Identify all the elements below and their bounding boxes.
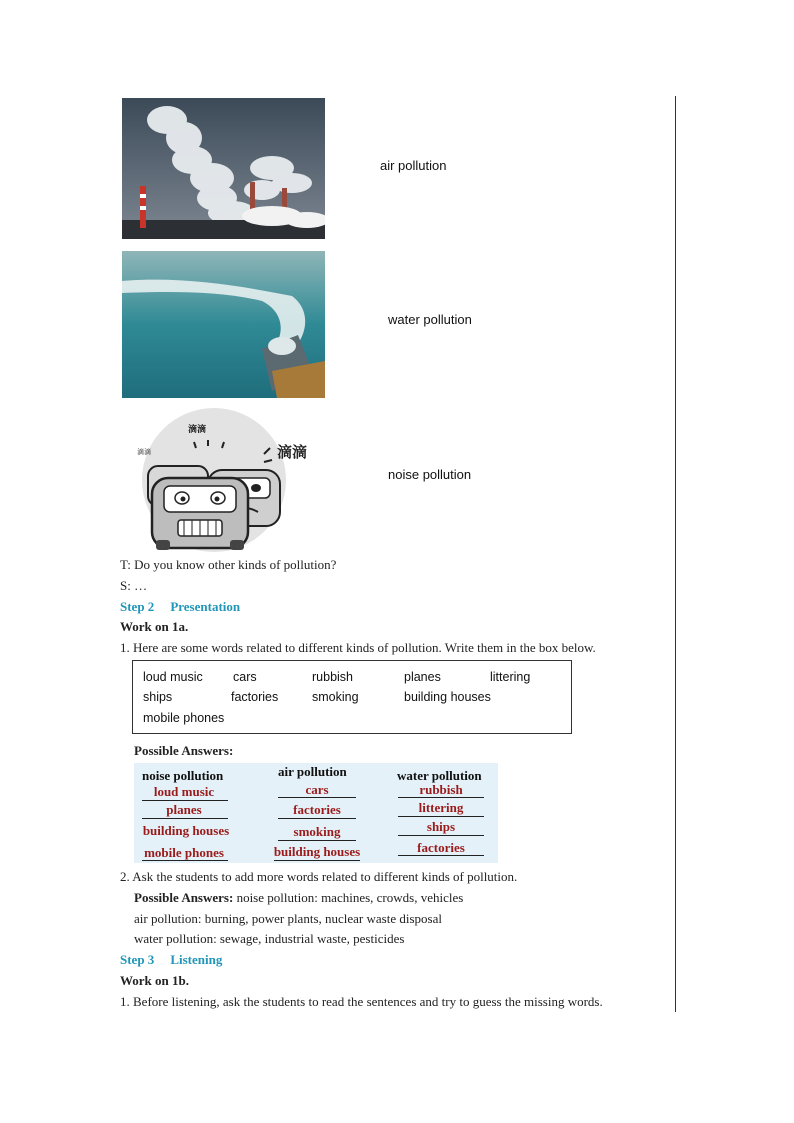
- more-words-noise-text: noise pollution: machines, crowds, vehicles: [233, 890, 464, 905]
- answer-underline: [398, 797, 484, 798]
- step3-heading: [120, 952, 222, 968]
- sound-text-large: 滴滴: [277, 443, 308, 461]
- more-words-instruction: 2. Ask the students to add more words related to different kinds of pollution.: [120, 869, 518, 884]
- answer-underline: [142, 818, 228, 819]
- water-answer: ships: [426, 819, 456, 834]
- air-answer: cars: [305, 782, 329, 797]
- step2-work-on: Work on 1a.: [120, 619, 189, 634]
- step2-instruction: 1. Here are some words related to different kinds of pollution. Write them in the box below.: [120, 640, 596, 655]
- more-words-water: water pollution: sewage, industrial waste, pesticides: [134, 931, 405, 946]
- answer-underline: [278, 818, 356, 819]
- water-column-heading: water pollution: [397, 768, 482, 783]
- answer-underline: [398, 816, 484, 817]
- sound-text-small-left: 滴滴: [137, 448, 151, 456]
- word-item: mobile phones: [143, 711, 225, 725]
- step3-instruction: 1. Before listening, ask the students to read the sentences and try to guess the missing words.: [120, 994, 603, 1009]
- step3-number: Step 3: [120, 952, 155, 967]
- water-answer: littering: [418, 800, 464, 815]
- word-item: factories: [231, 690, 279, 704]
- noise-answer: loud music: [153, 784, 215, 799]
- air-column-heading: air pollution: [278, 764, 347, 779]
- step2-number: Step 2: [120, 599, 155, 614]
- noise-pollution-caption: noise pollution: [388, 467, 472, 482]
- answer-table: [134, 763, 498, 863]
- student-answer: S: …: [120, 578, 148, 593]
- word-item: building houses: [404, 690, 491, 704]
- word-box: [132, 660, 572, 734]
- air-answer: smoking: [293, 824, 341, 839]
- word-item: littering: [490, 670, 531, 684]
- answer-underline: [278, 797, 356, 798]
- water-answer: rubbish: [419, 782, 463, 797]
- noise-column-heading: noise pollution: [142, 768, 224, 783]
- water-pollution-caption: water pollution: [388, 312, 472, 327]
- answer-underline: [398, 855, 484, 856]
- word-item: cars: [233, 670, 257, 684]
- answer-underline: [278, 840, 356, 841]
- word-item: rubbish: [312, 670, 353, 684]
- page-margin-line: [675, 96, 676, 1012]
- noise-pollution-image: [122, 408, 325, 553]
- possible-answers-label: Possible Answers:: [134, 743, 234, 758]
- step2-heading: [120, 599, 240, 615]
- air-answer: factories: [293, 802, 341, 817]
- noise-answer: planes: [166, 802, 202, 817]
- noise-answer: mobile phones: [144, 845, 224, 860]
- more-words-label: Possible Answers:: [134, 890, 234, 905]
- answer-underline: [398, 835, 484, 836]
- answer-underline: [142, 860, 228, 861]
- answer-underline: [142, 800, 228, 801]
- word-item: ships: [143, 690, 173, 704]
- air-pollution-caption: air pollution: [380, 158, 447, 173]
- step3-title: Listening: [170, 952, 223, 967]
- sound-text-small-top: 滴滴: [188, 425, 207, 435]
- word-item: smoking: [312, 690, 359, 704]
- step2-title: Presentation: [170, 599, 241, 614]
- word-item: loud music: [143, 670, 203, 684]
- word-item: planes: [404, 670, 441, 684]
- air-answer: building houses: [273, 844, 361, 859]
- noise-answer: building houses: [142, 823, 230, 838]
- water-answer: factories: [417, 840, 465, 855]
- more-words-noise: [134, 890, 463, 906]
- more-words-air: air pollution: burning, power plants, nuclear waste disposal: [134, 911, 442, 926]
- step3-work-on: Work on 1b.: [120, 973, 189, 988]
- water-pollution-image: [122, 251, 325, 398]
- air-pollution-image: [122, 98, 325, 239]
- teacher-question: T: Do you know other kinds of pollution?: [120, 557, 337, 572]
- answer-underline: [274, 860, 360, 861]
